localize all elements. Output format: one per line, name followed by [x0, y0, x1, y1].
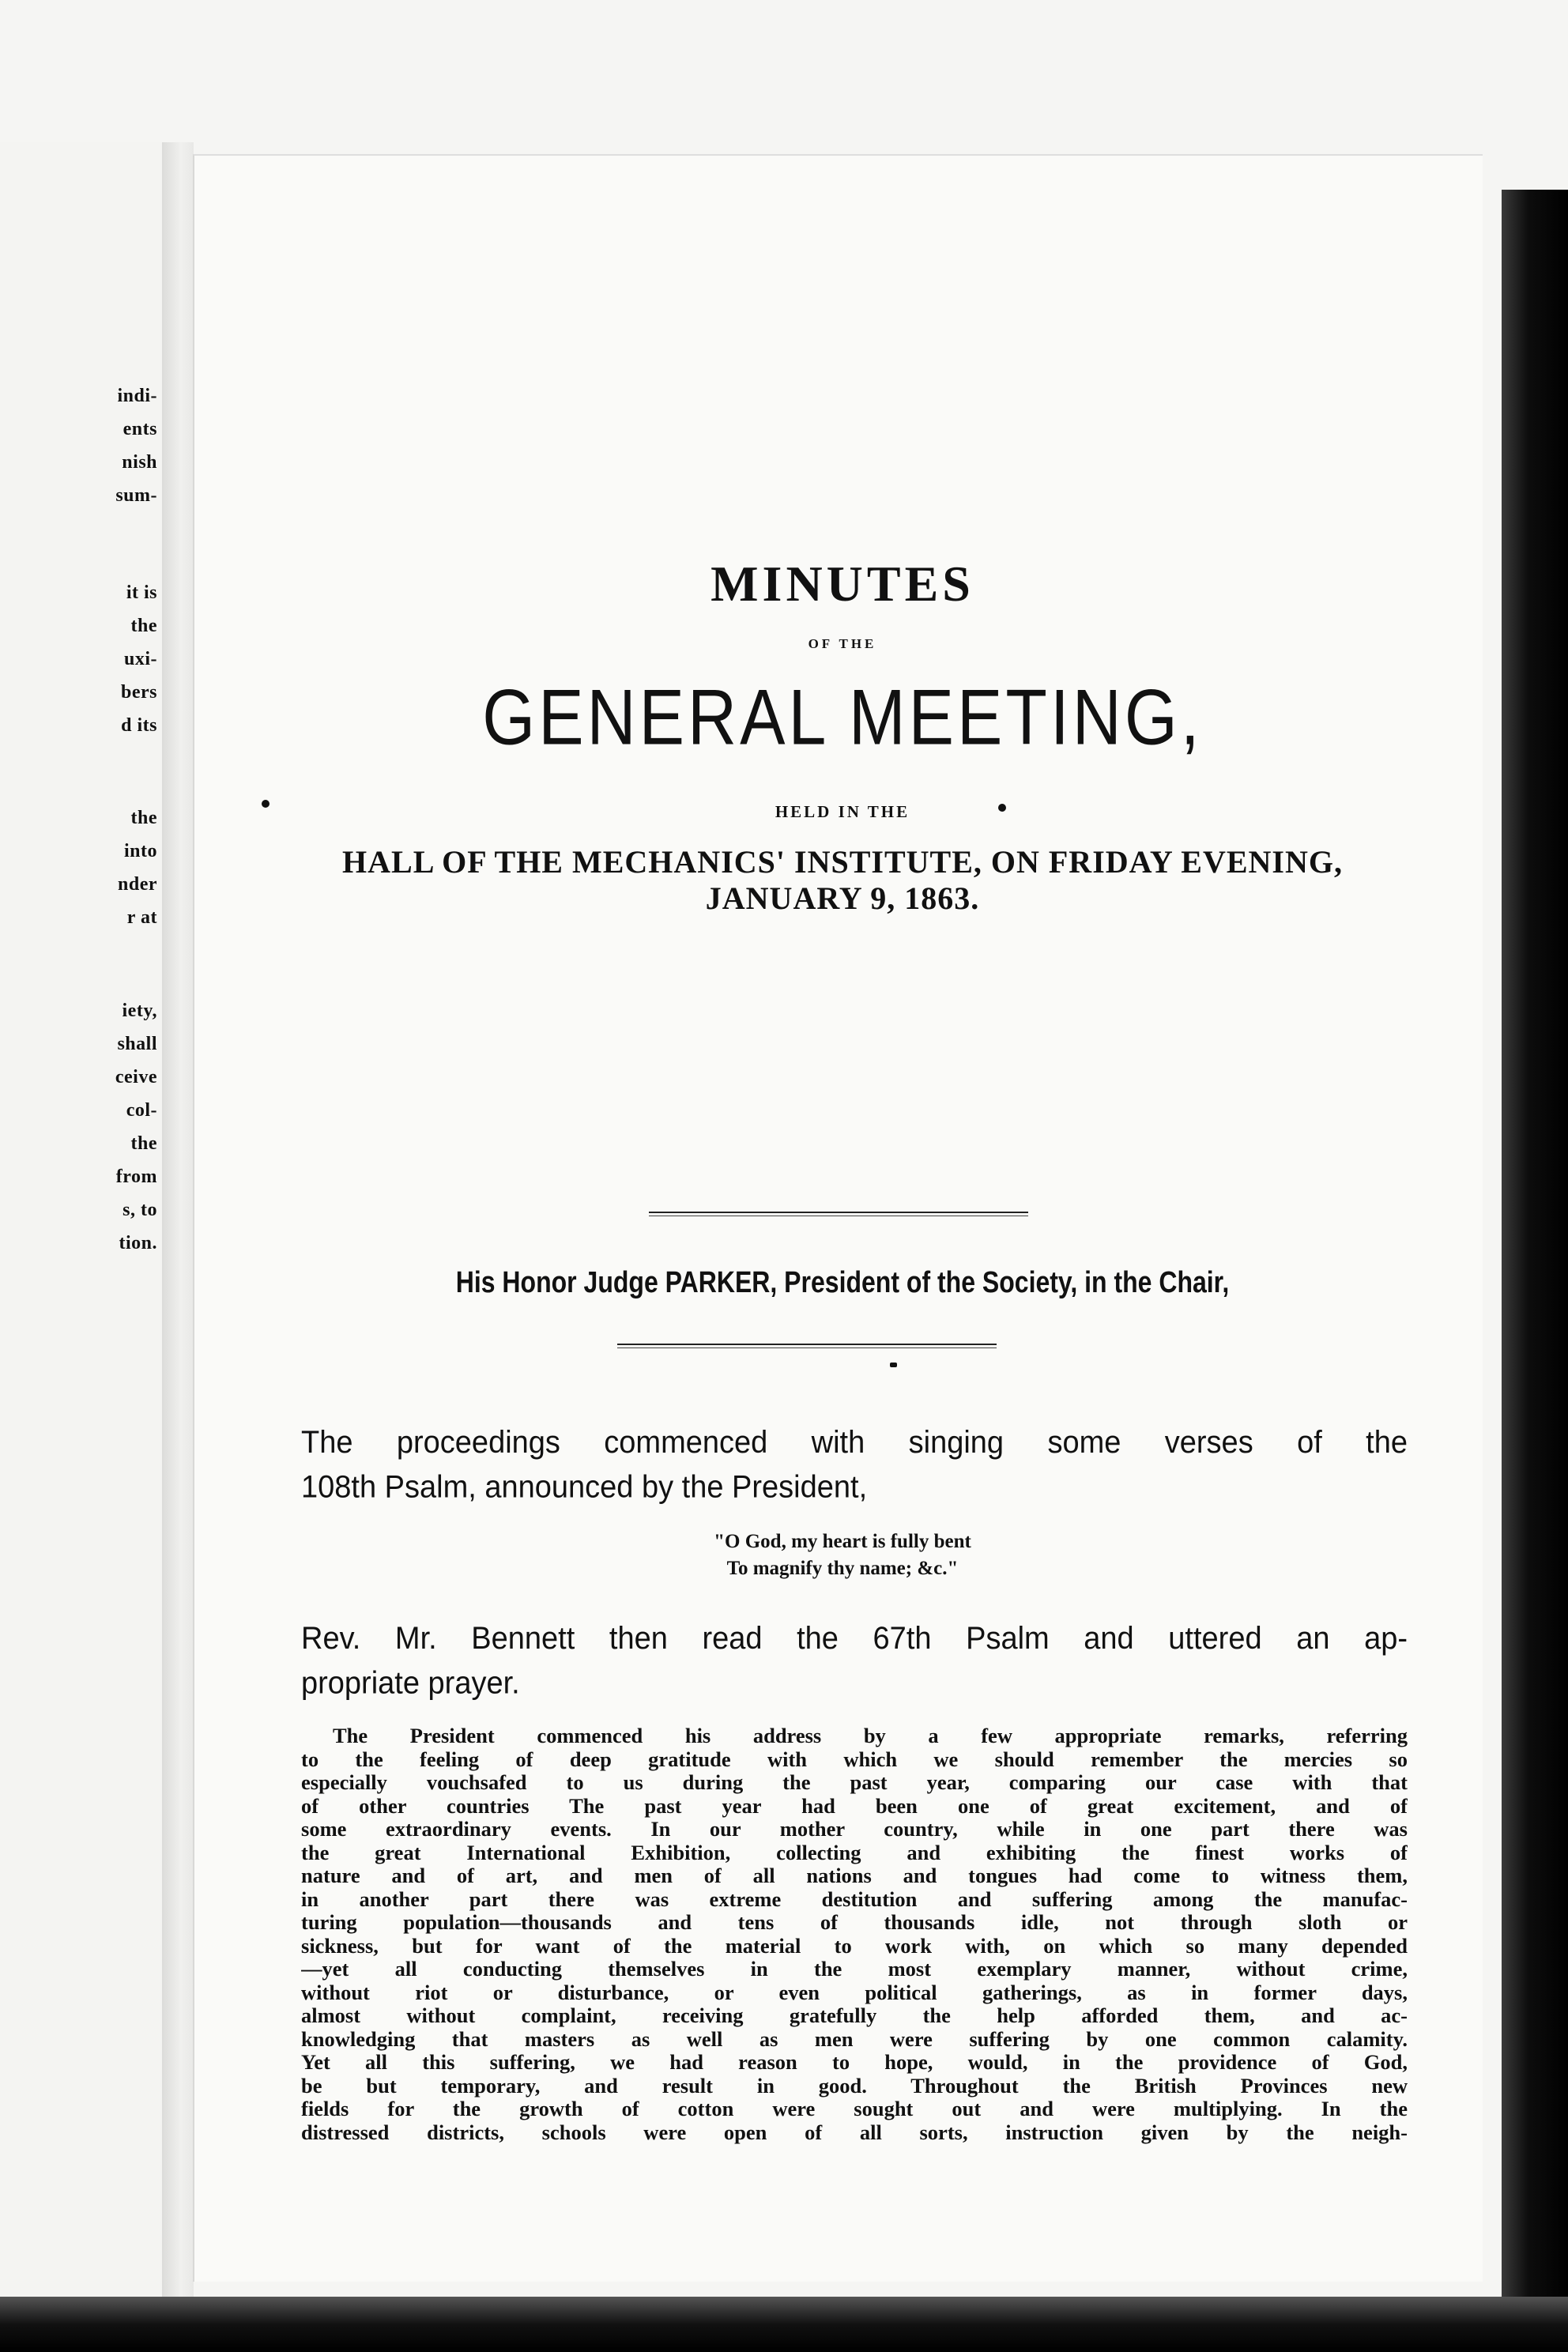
prayer-paragraph	[301, 1616, 1408, 1706]
left-fragment-line: sum-	[115, 485, 157, 506]
previous-page-fragment	[0, 142, 164, 2316]
address-line: some extraordinary events. In our mother country, while in one part there was	[301, 1818, 1408, 1841]
address-line: knowledging that masters as well as men were suffering by one common calamity.	[301, 2027, 1408, 2051]
address-line: of other countries The past year had been one of great excitement, and of	[301, 1794, 1408, 1818]
title-connector: OF THE	[808, 636, 877, 651]
quote-line: "O God, my heart is fully bent	[714, 1531, 971, 1552]
left-fragment-line: the	[130, 1133, 157, 1154]
left-fragment-line: indi-	[117, 386, 157, 406]
left-fragment-line: r at	[126, 907, 157, 928]
paragraph-line: Rev. Mr. Bennett then read the 67th Psalm and uttered an ap-	[301, 1621, 1408, 1657]
address-line: without riot or disturbance, or even political gatherings, as in former days,	[301, 1981, 1408, 2004]
ornament-dash	[890, 1363, 897, 1367]
left-fragment-line: d its	[121, 715, 157, 736]
left-fragment-line: tion.	[119, 1233, 157, 1253]
address-line: in another part there was extreme destitution and suffering among the manufac-	[301, 1887, 1408, 1911]
left-fragment-line: nish	[122, 452, 157, 473]
left-fragment-line: col-	[126, 1100, 157, 1121]
quote-line: To magnify thy name; &c."	[726, 1558, 959, 1579]
meeting-date: JANUARY 9, 1863.	[705, 880, 980, 916]
left-fragment-line: iety,	[122, 1001, 157, 1021]
address-line: to the feeling of deep gratitude with which we should remember the mercies so	[301, 1747, 1408, 1771]
divider-rule	[617, 1344, 997, 1348]
venue-line: HALL OF THE MECHANICS' INSTITUTE, ON FRIDAY EVENING,	[342, 844, 1343, 880]
address-line: nature and of art, and men of all nations and tongues had come to witness them,	[301, 1864, 1408, 1887]
held-in-label: HELD IN THE	[775, 802, 910, 821]
page-gutter	[162, 142, 194, 2316]
presidents-address	[301, 1724, 1408, 2144]
address-line: The President commenced his address by a few appropriate remarks, referring	[333, 1724, 1408, 1747]
address-line: be but temporary, and result in good. Throughout the British Provinces new	[301, 2074, 1408, 2098]
paragraph-line: The proceedings commenced with singing some verses of the	[301, 1425, 1408, 1461]
address-line: turing population—thousands and tens of thousands idle, not through sloth or	[301, 1911, 1408, 1934]
address-line: Yet all this suffering, we had reason to hope, would, in the providence of God,	[301, 2051, 1408, 2074]
opening-paragraph	[301, 1420, 1408, 1510]
address-line: distressed districts, schools were open of all sorts, instruction given by the neigh-	[301, 2120, 1408, 2144]
left-fragment-line: into	[123, 841, 157, 861]
left-fragment-line: ceive	[115, 1067, 157, 1087]
left-fragment-line: from	[115, 1167, 157, 1187]
left-fragment-line: the	[130, 616, 157, 636]
address-line: almost without complaint, receiving gratefully the help afforded them, and ac-	[301, 2004, 1408, 2027]
left-fragment-line: ents	[122, 419, 157, 439]
left-fragment-line: nder	[118, 874, 157, 895]
left-fragment-line: uxi-	[123, 649, 157, 669]
paragraph-line: 108th Psalm, announced by the President,	[301, 1470, 868, 1506]
psalm-quote	[270, 1528, 1415, 1582]
scanner-edge-right	[1502, 190, 1568, 2352]
document-page	[193, 154, 1483, 2282]
address-line: the great International Exhibition, collecting and exhibiting the finest works of	[301, 1841, 1408, 1864]
address-line: especially vouchsafed to us during the past year, comparing our case with that	[301, 1771, 1408, 1794]
left-fragment-line: the	[130, 808, 157, 828]
venue-heading	[270, 845, 1415, 916]
left-fragment-line: bers	[121, 682, 157, 703]
address-line: sickness, but for want of the material to work with, on which so many depended	[301, 1934, 1408, 1958]
scanner-edge-bottom	[0, 2297, 1568, 2352]
meeting-heading: GENERAL MEETING,	[482, 674, 1203, 762]
ink-dot	[262, 800, 270, 808]
paragraph-line: propriate prayer.	[301, 1666, 520, 1702]
address-line: —yet all conducting themselves in the most exemplary manner, without crime,	[301, 1958, 1408, 1981]
chair-statement: His Honor Judge PARKER, President of the Society, in the Chair,	[455, 1265, 1230, 1299]
document-title: MINUTES	[710, 556, 974, 612]
address-line: fields for the growth of cotton were sought out and were multiplying. In the	[301, 2098, 1408, 2120]
left-fragment-line: s, to	[122, 1200, 157, 1220]
divider-rule	[649, 1212, 1028, 1216]
left-fragment-line: shall	[117, 1034, 157, 1054]
left-fragment-line: it is	[126, 582, 157, 603]
